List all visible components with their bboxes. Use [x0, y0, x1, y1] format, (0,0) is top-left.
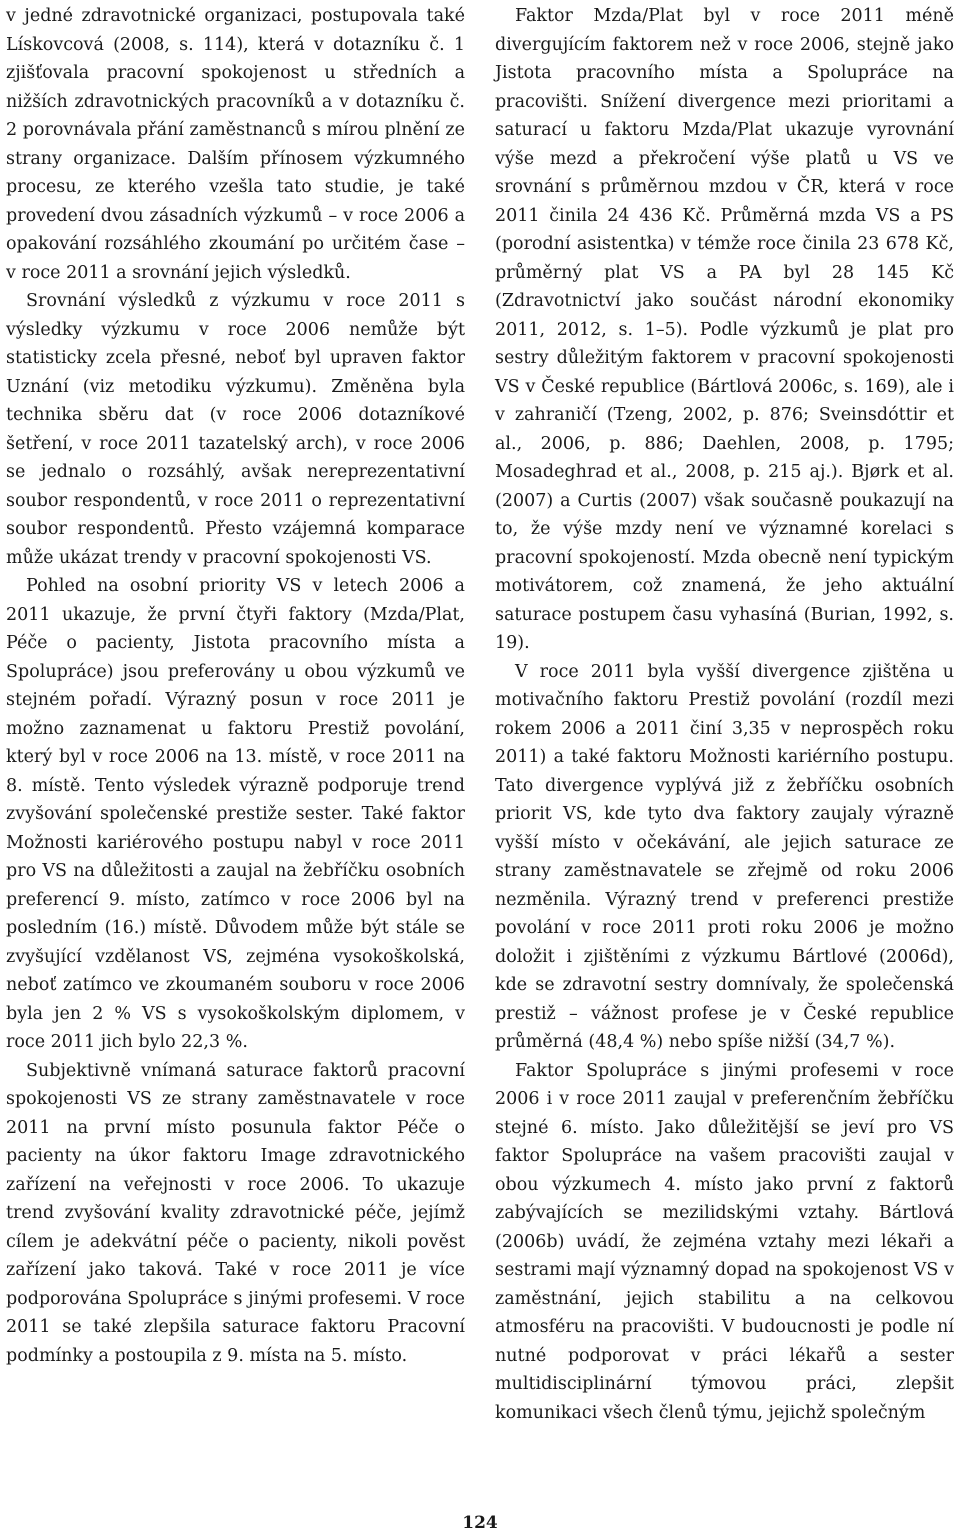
- paragraph: Faktor Mzda/Plat byl v roce 2011 méně divergujícím faktorem než v roce 2006, stejně jako Jistota pracovního místa a Spolupráce na pracovišti. Snížení divergence mezi prioritami a saturací u faktoru Mzda/Plat ukazuje vyrovnání výše mezd a překročení výše platů u VS ve srovnání s průměrnou mzdou v ČR, která v roce 2011 činila 24 436 Kč. Průměrná mzda VS a PS (porodní asistentka) v témže roce činila 23 678 Kč, průměrný plat VS a PA byl 28 145 Kč (Zdravotnictví jako součást národní ekonomiky 2011, 2012, s. 1–5). Podle výzkumů je plat pro sestry důležitým faktorem v pracovní spokojenosti VS v České republice (Bártlová 2006c, s. 169), ale i v zahraničí (Tzeng, 2002, p. 876; Sveinsdóttir et al., 2006, p. 886; Daehlen, 2008, p. 1795; Mosadeghrad et al., 2008, p. 215 aj.). Bjørk et al. (2007) a Curtis (2007) však současně poukazují na to, že výše mzdy není ve významné korelaci s pracovní spokojeností. Mzda obecně není typickým motivátorem, což znamená, že jeho aktuální saturace postupem času vyhasíná (Burian, 1992, s. 19).: [495, 6, 954, 653]
- paragraph: Subjektivně vnímaná saturace faktorů pracovní spokojenosti VS ze strany zaměstnavatele v roce 2011 na první místo posunula faktor Péče o pacienty na úkor faktoru Image zdravotnického zařízení na veřejnosti v roce 2006. To ukazuje trend zvyšování kvality zdravotnické péče, jejímž cílem je adekvátní péče o pacienty, nikoli pověst zařízení jako taková. Také v roce 2011 je více podporována Spolupráce s jinými profesemi. V roce 2011 se také zlepšila saturace faktoru Pracovní podmínky a postoupila z 9. místa na 5. místo.: [6, 1060, 465, 1366]
- left-column: [6, 2, 465, 1370]
- paragraph: Faktor Spolupráce s jinými profesemi v roce 2006 i v roce 2011 zaujal v preferenčním žebříčku stejné 6. místo. Jako důležitější se jeví pro VS faktor Spolupráce na vašem pracovišti zaujal v obou výzkumech 4. místo jako první z faktorů zabývajících se mezilidskými vztahy. Bártlová (2006b) uvádí, že zejména vztahy mezi lékaři a sestrami mají významný dopad na spokojenost VS v zaměstnání, jejich stabilitu a na celkovou atmosféru na pracovišti. V budoucnosti je podle ní nutné podporovat v práci lékařů a sester multidisciplinární týmovou práci, zlepšit komunikaci všech členů týmu, jejichž společným: [495, 1060, 954, 1423]
- paragraph: Pohled na osobní priority VS v letech 2006 a 2011 ukazuje, že první čtyři faktory (Mzda/Plat, Péče o pacienty, Jistota pracovního místa a Spolupráce) jsou preferovány u obou výzkumů ve stejném pořadí. Výrazný posun v roce 2011 je možno zaznamenat u faktoru Prestiž povolání, který byl v roce 2006 na 13. místě, v roce 2011 na 8. místě. Tento výsledek výrazně podporuje trend zvyšování společenské prestiže sester. Také faktor Možnosti kariérového postupu nabyl v roce 2011 pro VS na důležitosti a zaujal na žebříčku osobních preferencí 9. místo, zatímco v roce 2006 byl na posledním (16.) místě. Důvodem může být stále se zvyšující vzdělanost VS, zejména vysokoškolská, neboť zatímco ve zkoumaném souboru v roce 2006 byla jen 2 % VS s vysokoškolským diplomem, v roce 2011 jich bylo 22,3 %.: [6, 576, 465, 1052]
- paragraph: v jedné zdravotnické organizaci, postupovala také Lískovcová (2008, s. 114), která v dotazníku č. 1 zjišťovala pracovní spokojenost u středních a nižších zdravotnických pracovníků a v dotazníku č. 2 porovnávala přání zaměstnanců s mírou plnění ze strany organizace. Dalším přínosem výzkumného procesu, ze kterého vzešla tato studie, je také provedení dvou zásadních výzkumů – v roce 2006 a opakování rozsáhlého zkoumání po určitém čase – v roce 2011 a srovnání jejich výsledků.: [6, 6, 465, 283]
- paragraph: Srovnání výsledků z výzkumu v roce 2011 s výsledky výzkumu v roce 2006 nemůže být statisticky zcela přesné, neboť byl upraven faktor Uznání (viz metodiku výzkumu). Změněna byla technika sběru dat (v roce 2006 dotazníkové šetření, v roce 2011 tazatelský arch), v roce 2006 se jednalo o rozsáhlý, avšak nereprezentativní soubor respondentů, v roce 2011 o reprezentativní soubor respondentů. Přesto vzájemná komparace může ukázat trendy v pracovní spokojenosti VS.: [6, 291, 465, 568]
- page-number: 124: [462, 1513, 498, 1533]
- paragraph: V roce 2011 byla vyšší divergence zjištěna u motivačního faktoru Prestiž povolání (rozdíl mezi rokem 2006 a 2011 činí 3,35 v neprospěch roku 2011) a také faktoru Možnosti kariérního postupu. Tato divergence vyplývá již z žebříčku osobních priorit VS, kde tyto dva faktory zaujaly výrazně vyšší místo v očekávání, ale jejich saturace ze strany zaměstnavatele se zřejmě od roku 2006 nezměnila. Výrazný trend v preferenci prestiže povolání v roce 2011 proti roku 2006 je možno doložit i zjištěními z výzkumu Bártlové (2006d), kde se zdravotní sestry domnívaly, že společenská prestiž – vážnost profese je v České republice průměrná (48,4 %) nebo spíše nižší (34,7 %).: [495, 661, 954, 1052]
- right-column: [495, 2, 954, 1427]
